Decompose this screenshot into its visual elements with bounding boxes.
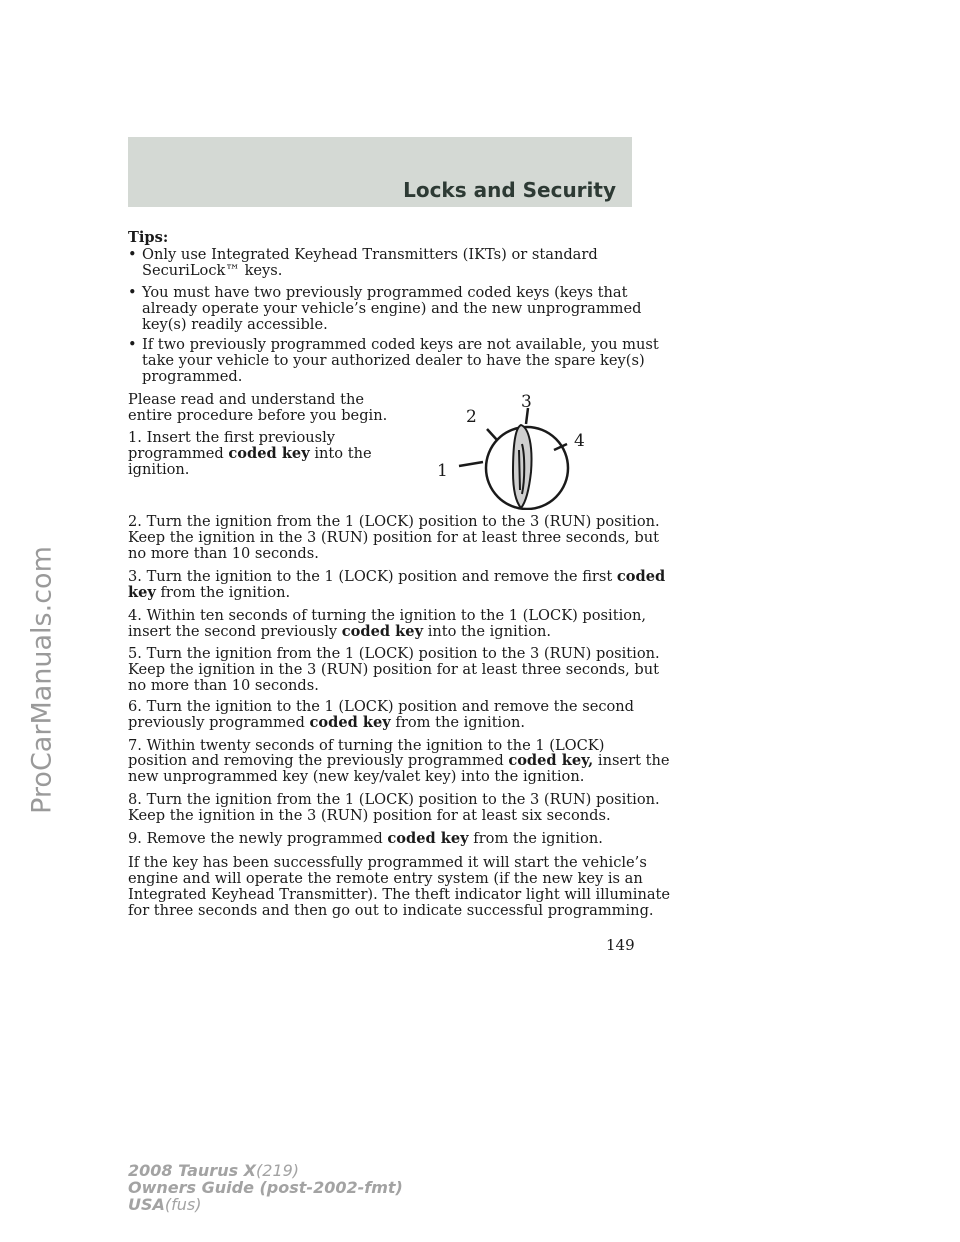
section-title: Locks and Security [403,178,616,202]
tip-3-line-3: programmed. [142,368,243,385]
tip-2-line-2: already operate your vehicle’s engine) and the new unprogrammed [142,300,642,317]
position-2-label: 2 [466,407,477,427]
step-5-line-2: Keep the ignition in the 3 (RUN) position for at least three seconds, but [128,661,659,678]
step-8-line-2: Keep the ignition in the 3 (RUN) position for at least six seconds. [128,807,611,824]
step-5-line-3: no more than 10 seconds. [128,677,319,694]
step-5-line-1: 5. Turn the ignition from the 1 (LOCK) position to the 3 (RUN) position. [128,645,660,662]
step-7-line-1: 7. Within twenty seconds of turning the ignition to the 1 (LOCK) [128,737,605,754]
closing-line-4: for three seconds and then go out to indicate successful programming. [128,902,654,919]
step-2-line-3: no more than 10 seconds. [128,545,319,562]
footer [128,1162,403,1213]
step-2-line-1: 2. Turn the ignition from the 1 (LOCK) position to the 3 (RUN) position. [128,513,660,530]
position-2-tick [487,429,497,440]
intro-line-1: Please read and understand the [128,391,365,408]
footer-guide: Owners Guide (post-2002-fmt) [128,1178,403,1197]
step-7-line-3: new unprogrammed key (new key/valet key) into the ignition. [128,768,585,785]
tip-1-line-1: Only use Integrated Keyhead Transmitters (IKTs) or standard [142,246,598,263]
step-3-line-1: 3. Turn the ignition to the 1 (LOCK) position and remove the first coded [128,568,666,585]
position-1-tick [459,462,483,466]
tip-2-line-1: You must have two previously programmed coded keys (keys that [142,284,628,301]
closing-line-3: Integrated Keyhead Transmitter). The theft indicator light will illuminate [128,886,671,903]
position-3-label: 3 [521,392,532,412]
closing-line-2: engine and will operate the remote entry system (if the new key is an [128,870,643,887]
bullet-icon: • [128,246,137,263]
page-number: 149 [606,936,635,954]
watermark: ProCarManuals.com [26,546,58,814]
step-2-line-2: Keep the ignition in the 3 (RUN) position for at least three seconds, but [128,529,659,546]
position-4-label: 4 [574,431,585,451]
footer-market: USA(fus) [128,1195,202,1214]
step-4-line-2: insert the second previously coded key into the ignition. [128,623,552,640]
bullet-icon: • [128,336,137,353]
step-7-line-2: position and removing the previously programmed coded key, insert the [128,752,670,769]
position-1-label: 1 [437,461,448,481]
tip-3-line-1: If two previously programmed coded keys are not available, you must [142,336,659,353]
step-1-line-3: ignition. [128,461,190,478]
step-6-line-2: previously programmed coded key from the ignition. [128,714,526,731]
tip-3-line-2: take your vehicle to your authorized dealer to have the spare key(s) [142,352,645,369]
closing-line-1: If the key has been successfully programmed it will start the vehicle’s [128,854,647,871]
step-1-line-2: programmed coded key into the [128,445,372,462]
step-1-line-1: 1. Insert the first previously [128,429,336,446]
footer-model: 2008 Taurus X(219) [128,1161,300,1180]
step-4-line-1: 4. Within ten seconds of turning the ignition to the 1 (LOCK) position, [128,607,647,624]
tip-1-line-2: SecuriLock™ keys. [142,262,283,279]
step-3-line-2: key from the ignition. [128,584,291,601]
step-6-line-1: 6. Turn the ignition to the 1 (LOCK) position and remove the second [128,698,635,715]
bullet-icon: • [128,284,137,301]
ignition-diagram [425,380,615,510]
step-8-line-1: 8. Turn the ignition from the 1 (LOCK) position to the 3 (RUN) position. [128,791,660,808]
step-9: 9. Remove the newly programmed coded key from the ignition. [128,830,603,847]
tip-2-line-3: key(s) readily accessible. [142,316,328,333]
section-header-band [128,137,632,207]
intro-line-2: entire procedure before you begin. [128,407,388,424]
tips-heading: Tips: [128,229,169,246]
